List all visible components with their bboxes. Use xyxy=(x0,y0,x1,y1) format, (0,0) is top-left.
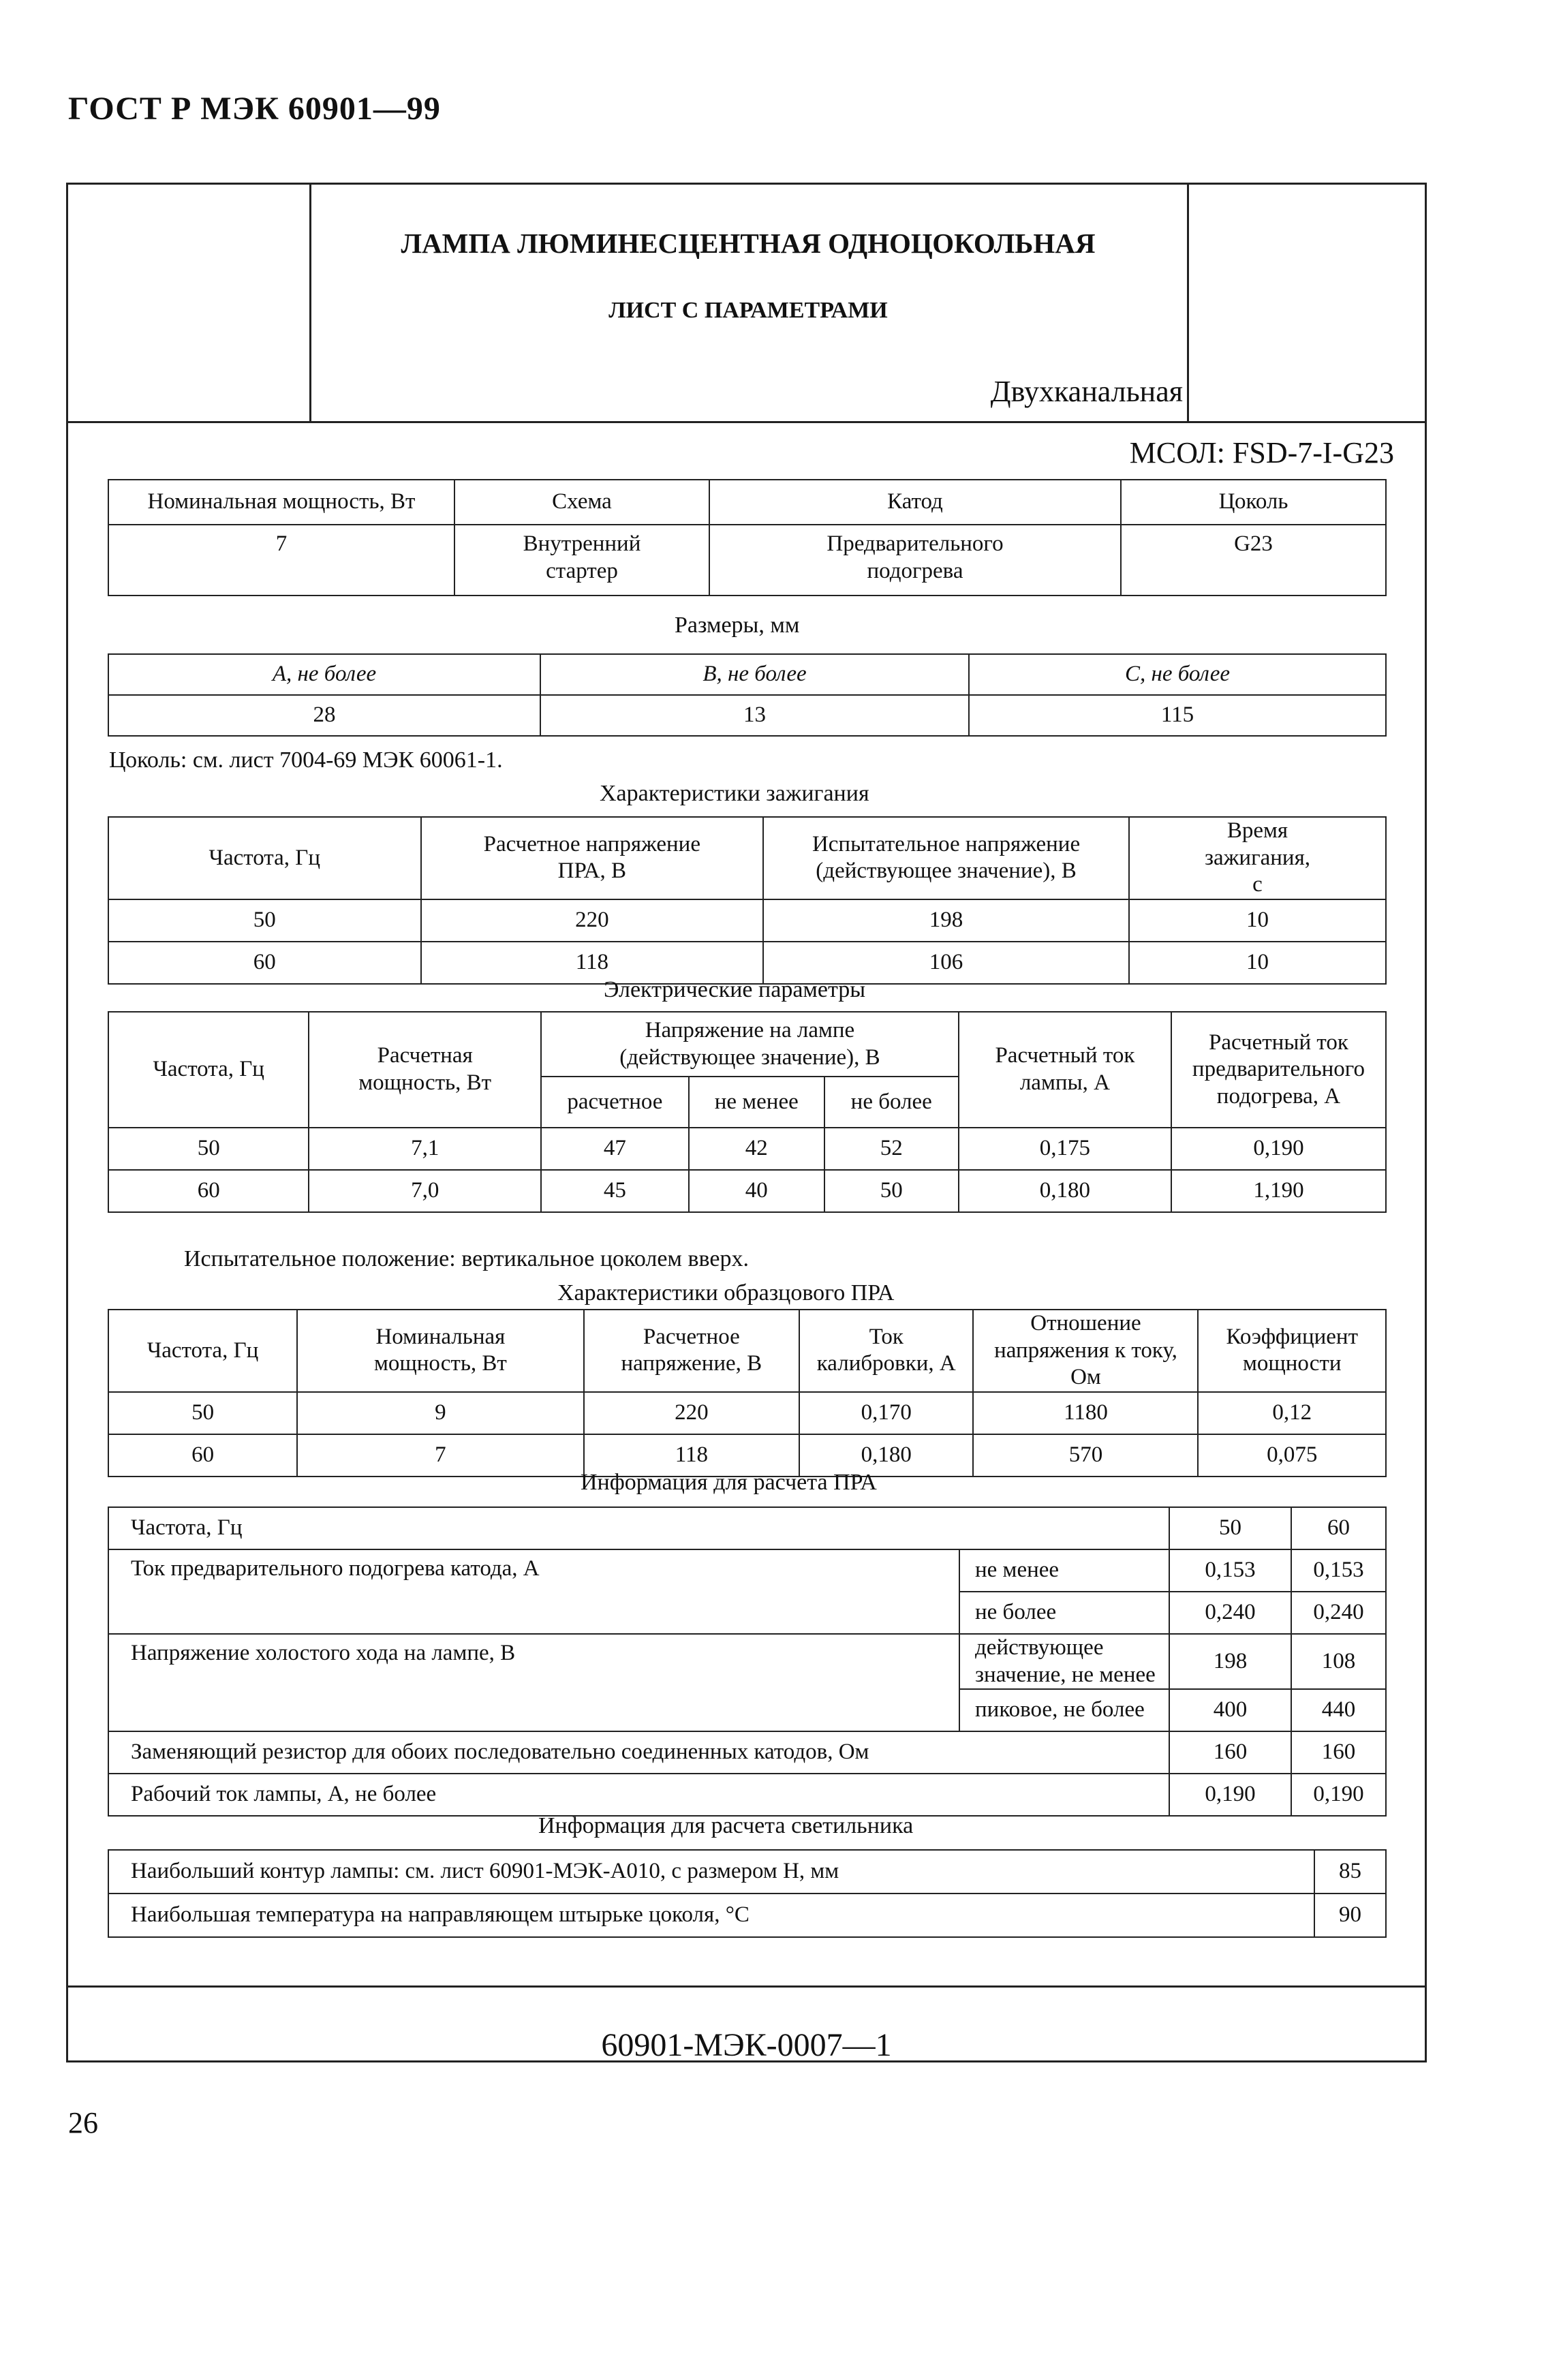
footer-divider xyxy=(68,1985,1425,1988)
table-cell: Предварительного подогрева xyxy=(709,525,1121,596)
table-cell: 85 xyxy=(1314,1850,1386,1894)
col-header: Ток калибровки, А xyxy=(799,1310,973,1392)
row-label: Наибольший контур лампы: см. лист 60901-МЭК-А010, с размером H, мм xyxy=(108,1850,1314,1894)
table-cell: 28 xyxy=(108,695,540,736)
table-cell: 400 xyxy=(1169,1689,1291,1731)
base-note: Цоколь: см. лист 7004-69 МЭК 60061-1. xyxy=(109,747,503,773)
col-header: B, не более xyxy=(540,654,969,695)
row-label: Частота, Гц xyxy=(108,1507,1169,1549)
col-header: не менее xyxy=(689,1077,824,1128)
ignition-caption: Характеристики зажигания xyxy=(600,781,869,806)
ignition-table xyxy=(108,816,1387,985)
table-cell: 0,12 xyxy=(1198,1392,1386,1434)
parameter-sheet xyxy=(66,183,1427,2062)
col-header: Расчетная мощность, Вт xyxy=(309,1012,541,1128)
table-cell: 0,075 xyxy=(1198,1434,1386,1477)
col-header: Номинальная мощность, Вт xyxy=(297,1310,583,1392)
sheet-subtitle: ЛИСТ С ПАРАМЕТРАМИ xyxy=(608,298,888,323)
table-cell: 570 xyxy=(973,1434,1198,1477)
table-cell: 10 xyxy=(1129,899,1386,942)
row-sublabel: не более xyxy=(959,1592,1169,1634)
col-header: расчетное xyxy=(541,1077,689,1128)
table-cell: 0,175 xyxy=(959,1128,1171,1170)
row-sublabel: действующее значение, не менее xyxy=(959,1634,1169,1689)
table-cell: 60 xyxy=(108,1434,297,1477)
table-cell: 90 xyxy=(1314,1894,1386,1937)
electrical-caption: Электрические параметры xyxy=(604,977,866,1002)
col-header: A, не более xyxy=(108,654,540,695)
table-cell: 160 xyxy=(1169,1731,1291,1774)
table-cell: 198 xyxy=(763,899,1129,942)
row-label: Напряжение холостого хода на лампе, В xyxy=(108,1634,959,1731)
table-cell: 0,190 xyxy=(1169,1774,1291,1816)
col-header: Частота, Гц xyxy=(108,1310,297,1392)
msol-designation: МСОЛ: FSD-7-I-G23 xyxy=(1129,436,1394,469)
col-header: 60 xyxy=(1291,1507,1386,1549)
col-header: Цоколь xyxy=(1121,480,1386,525)
table-cell: 0,190 xyxy=(1171,1128,1386,1170)
col-header: Расчетное напряжение ПРА, В xyxy=(421,817,764,899)
table-cell: G23 xyxy=(1121,525,1386,596)
table-cell: 0,170 xyxy=(799,1392,973,1434)
table-cell: 7 xyxy=(297,1434,583,1477)
table-cell: 115 xyxy=(969,695,1386,736)
table-cell: 13 xyxy=(540,695,969,736)
row-label: Рабочий ток лампы, А, не более xyxy=(108,1774,1169,1816)
sheet-code: 60901-МЭК-0007—1 xyxy=(601,2027,892,2063)
col-header: Частота, Гц xyxy=(108,1012,309,1128)
table-cell: 10 xyxy=(1129,942,1386,984)
table-cell: 440 xyxy=(1291,1689,1386,1731)
dimensions-table xyxy=(108,653,1387,737)
title-block xyxy=(68,185,1425,423)
row-label: Заменяющий резистор для обоих последовательно соединенных катодов, Ом xyxy=(108,1731,1169,1774)
table-cell: 118 xyxy=(421,942,764,984)
col-header: Расчетное напряжение, В xyxy=(584,1310,799,1392)
col-header: Испытательное напряжение (действующее значение), В xyxy=(763,817,1129,899)
col-header: Катод xyxy=(709,480,1121,525)
table-cell: 0,180 xyxy=(959,1170,1171,1212)
dims-caption: Размеры, мм xyxy=(675,613,800,638)
luminaire-info-caption: Информация для расчета светильника xyxy=(538,1813,914,1838)
table-cell: 0,240 xyxy=(1291,1592,1386,1634)
table-cell: 52 xyxy=(824,1128,959,1170)
table-cell: 7,1 xyxy=(309,1128,541,1170)
table-cell: 160 xyxy=(1291,1731,1386,1774)
col-header: Расчетный ток лампы, А xyxy=(959,1012,1171,1128)
table-cell: 7 xyxy=(108,525,454,596)
table-cell: 50 xyxy=(108,899,421,942)
ballast-info-caption: Информация для расчета ПРА xyxy=(581,1470,877,1495)
col-header: Номинальная мощность, Вт xyxy=(108,480,454,525)
document-header: ГОСТ Р МЭК 60901—99 xyxy=(68,91,441,127)
col-header: Расчетный ток предварительного подогрева, А xyxy=(1171,1012,1386,1128)
table-cell: 60 xyxy=(108,1170,309,1212)
table-cell: 0,190 xyxy=(1291,1774,1386,1816)
col-header: Коэффициент мощности xyxy=(1198,1310,1386,1392)
page-number: 26 xyxy=(68,2106,98,2139)
table-cell: 50 xyxy=(824,1170,959,1212)
table-cell: 40 xyxy=(689,1170,824,1212)
main-params-table xyxy=(108,479,1387,596)
col-header: Отношение напряжения к току, Ом xyxy=(973,1310,1198,1392)
table-cell: 220 xyxy=(584,1392,799,1434)
table-cell: 0,240 xyxy=(1169,1592,1291,1634)
ballast-info-table xyxy=(108,1506,1387,1817)
col-header: Частота, Гц xyxy=(108,817,421,899)
table-cell: 0,153 xyxy=(1291,1549,1386,1592)
table-cell: 42 xyxy=(689,1128,824,1170)
col-header: не более xyxy=(824,1077,959,1128)
row-label: Наибольшая температура на направляющем штырьке цоколя, °С xyxy=(108,1894,1314,1937)
col-header: C, не более xyxy=(969,654,1386,695)
table-cell: 0,180 xyxy=(799,1434,973,1477)
reference-ballast-table xyxy=(108,1309,1387,1477)
table-cell: 9 xyxy=(297,1392,583,1434)
table-cell: 220 xyxy=(421,899,764,942)
lamp-type: Двухканальная xyxy=(990,375,1183,408)
col-header: Время зажигания, с xyxy=(1129,817,1386,899)
row-sublabel: не менее xyxy=(959,1549,1169,1592)
table-cell: 0,153 xyxy=(1169,1549,1291,1592)
table-cell: 118 xyxy=(584,1434,799,1477)
col-header: Схема xyxy=(454,480,709,525)
row-label: Ток предварительного подогрева катода, А xyxy=(108,1549,959,1634)
row-sublabel: пиковое, не более xyxy=(959,1689,1169,1731)
sheet-title: ЛАМПА ЛЮМИНЕСЦЕНТНАЯ ОДНОЦОКОЛЬНАЯ xyxy=(401,228,1096,259)
electrical-table xyxy=(108,1011,1387,1213)
col-header: Напряжение на лампе (действующее значение), В xyxy=(541,1012,959,1077)
table-cell: 7,0 xyxy=(309,1170,541,1212)
table-cell: 50 xyxy=(108,1392,297,1434)
table-cell: 1180 xyxy=(973,1392,1198,1434)
luminaire-info-table xyxy=(108,1849,1387,1938)
test-position-note: Испытательное положение: вертикальное цоколем вверх. xyxy=(184,1246,749,1271)
table-cell: 45 xyxy=(541,1170,689,1212)
table-cell: 50 xyxy=(108,1128,309,1170)
table-cell: 47 xyxy=(541,1128,689,1170)
table-cell: 198 xyxy=(1169,1634,1291,1689)
table-cell: Внутренний стартер xyxy=(454,525,709,596)
col-header: 50 xyxy=(1169,1507,1291,1549)
table-cell: 60 xyxy=(108,942,421,984)
table-cell: 108 xyxy=(1291,1634,1386,1689)
table-cell: 1,190 xyxy=(1171,1170,1386,1212)
reference-ballast-caption: Характеристики образцового ПРА xyxy=(557,1280,895,1305)
table-cell: 106 xyxy=(763,942,1129,984)
